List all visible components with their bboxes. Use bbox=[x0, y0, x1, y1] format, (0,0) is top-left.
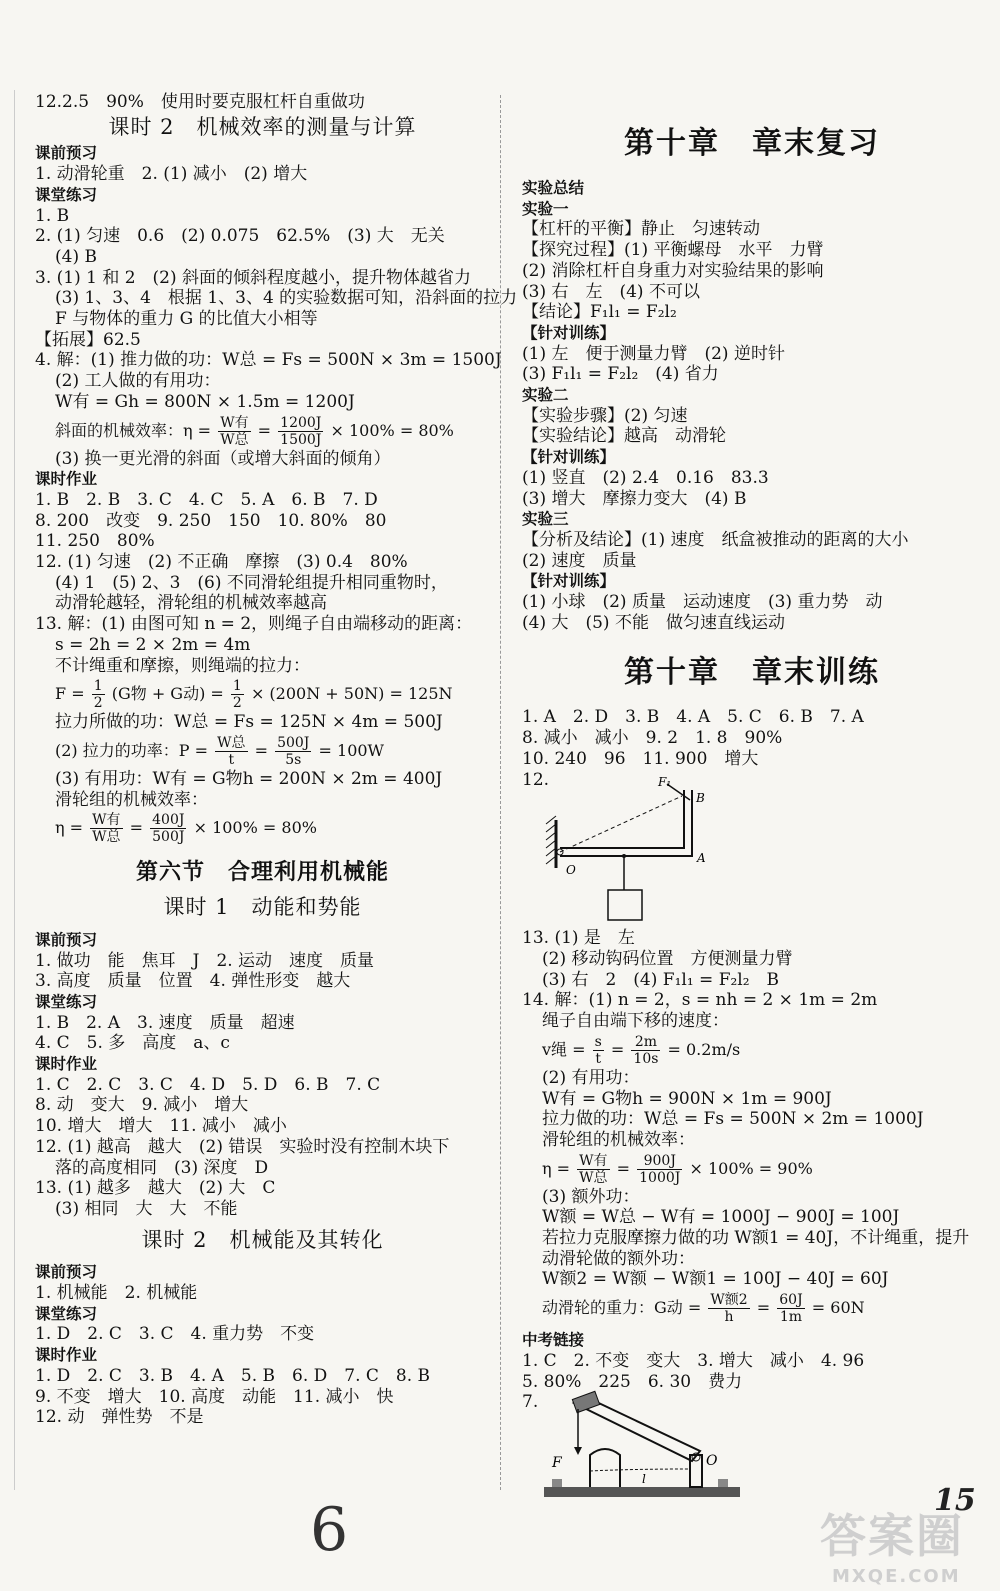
section-heading: 实验二 bbox=[522, 386, 569, 405]
answer-line: 1. A 2. D 3. B 4. A 5. C 6. B 7. A bbox=[522, 707, 864, 728]
equation-text: = 60N bbox=[811, 1298, 865, 1318]
answer-line: (3) 右 2 (4) F₁l₁ = F₂l₂ B bbox=[542, 969, 780, 990]
left-column bbox=[35, 92, 518, 1428]
base-foot-left bbox=[552, 1479, 562, 1487]
lever-arm-l bbox=[590, 1469, 690, 1471]
answer-line: W有 = G物h = 900N × 1m = 900J bbox=[542, 1088, 832, 1109]
answer-line: (1) 小球 (2) 质量 运动速度 (3) 重力势 动 bbox=[522, 592, 883, 613]
equation-line: η = $\frac{\text{W有}}{\text{W总}}$ = $\frac{400J}{500J}$ × 100% = 80% bbox=[55, 812, 317, 846]
answer-line: W额2 = W额 − W额1 = 100J − 40J = 60J bbox=[542, 1269, 889, 1290]
answer-line: 滑轮组的机械效率： bbox=[542, 1129, 695, 1150]
answer-line: 1. B 2. A 3. 速度 质量 超速 bbox=[35, 1012, 295, 1033]
label-f1: F₁ bbox=[658, 775, 672, 790]
answer-line: (2) 工人做的有用功： bbox=[55, 371, 221, 392]
equation-text: 动滑轮的重力：G动 = bbox=[542, 1298, 702, 1318]
equation-line: v绳 = $\frac{s}{t}$ = $\frac{2m}{10s}$ = 0.2m/s bbox=[542, 1033, 741, 1067]
answer-line: 8. 动 变大 9. 减小 增大 bbox=[35, 1095, 249, 1116]
weight-block bbox=[608, 890, 642, 920]
equation-line: (2) 拉力的功率：P = $\frac{\text{W总}}{t}$ = $\frac{500J}{5s}$ = 100W bbox=[55, 734, 384, 768]
answer-line: (2) 有用功： bbox=[542, 1067, 640, 1088]
answer-line: 【实验步骤】(2) 匀速 bbox=[522, 405, 688, 426]
equation-text: F = bbox=[55, 684, 85, 704]
equation-line bbox=[35, 676, 490, 712]
answer-line: 1. B bbox=[35, 205, 70, 226]
equation-text: × (200N + 50N) = 125N bbox=[250, 684, 453, 704]
section-heading: 中考链接 bbox=[522, 1331, 585, 1350]
answer-line: (4) B bbox=[55, 246, 97, 267]
watermark-text: 答案圈 bbox=[820, 1509, 964, 1563]
answer-line: 1. B 2. B 3. C 4. C 5. A 6. B 7. D bbox=[35, 489, 378, 510]
answer-line: 【分析及结论】(1) 速度 纸盒被推动的距离的大小 bbox=[522, 529, 909, 550]
lesson-title: 课时 2 机械能及其转化 bbox=[141, 1227, 384, 1252]
right-column bbox=[522, 118, 982, 1505]
answer-line: 滑轮组的机械效率： bbox=[55, 789, 208, 810]
chapter-title: 第十章 章末训练 bbox=[624, 655, 880, 691]
section-heading: 实验总结 bbox=[522, 179, 585, 197]
answer-line: 1. 机械能 2. 机械能 bbox=[35, 1283, 198, 1304]
answer-line: 3. (1) 1 和 2 (2) 斜面的倾斜程度越小，提升物体越省力 bbox=[35, 267, 472, 288]
answer-line: W额 = W总 − W有 = 1000J − 900J = 100J bbox=[542, 1207, 900, 1228]
answer-line: s = 2h = 2 × 2m = 4m bbox=[55, 634, 251, 655]
fraction: $\frac{500J}{5s}$ bbox=[277, 734, 310, 768]
answer-line: 【实验结论】越高 动滑轮 bbox=[522, 426, 726, 447]
fraction: $\frac{1200J}{1500J}$ bbox=[280, 414, 322, 448]
clamp-diagram bbox=[530, 1395, 790, 1505]
answer-line: 12. bbox=[522, 769, 550, 790]
page-number: 15 bbox=[934, 1483, 976, 1518]
label-b: B bbox=[696, 791, 705, 806]
handwritten-mark: 6 bbox=[310, 1495, 349, 1565]
answer-line: 12. 动 弹性势 不是 bbox=[35, 1407, 204, 1428]
equation-text: × 100% = 90% bbox=[689, 1158, 813, 1178]
fraction: $\frac{1}{2}$ bbox=[232, 678, 242, 712]
answer-line: 4. 解：(1) 推力做的功：W总 = Fs = 500N × 3m = 1500J bbox=[35, 350, 502, 371]
answer-line: 绳子自由端下移的速度： bbox=[542, 1011, 729, 1032]
lesson-title: 课时 1 动能和势能 bbox=[163, 895, 362, 920]
section-heading: 课堂练习 bbox=[35, 1304, 98, 1323]
label-f: F bbox=[552, 1454, 562, 1471]
fraction: $\frac{60J}{1m}$ bbox=[779, 1292, 803, 1326]
answer-line: 5. 80% 225 6. 30 费力 bbox=[522, 1371, 743, 1392]
label-o: O bbox=[706, 1452, 718, 1469]
answer-line: 1. 动滑轮重 2. (1) 减小 (2) 增大 bbox=[35, 164, 308, 185]
answer-line: 拉力做的功：W总 = Fs = 500N × 2m = 1000J bbox=[542, 1109, 924, 1130]
equation-text: η = bbox=[542, 1158, 571, 1178]
equation-text: 斜面的机械效率：η = bbox=[55, 420, 212, 440]
watermark-logo bbox=[820, 1500, 964, 1587]
section-heading: 实验一 bbox=[522, 199, 569, 218]
answer-line: (1) 左 便于测量力臂 (2) 逆时针 bbox=[522, 343, 785, 364]
fraction: $\frac{\text{W有}}{\text{W总}}$ bbox=[220, 414, 249, 448]
answer-line: 12. (1) 匀速 (2) 不正确 摩擦 (3) 0.4 80% bbox=[35, 552, 408, 573]
equation-line: 斜面的机械效率：η = $\frac{\text{W有}}{\text{W总}}$ = $\frac{1200J}{1500J}$ × 100% = 80% bbox=[55, 414, 454, 448]
answer-line: 落的高度相同 (3) 深度 D bbox=[55, 1157, 269, 1178]
answer-line: 12. (1) 越高 越大 (2) 错误 实验时没有控制木块下 bbox=[35, 1136, 450, 1157]
answer-line: 不计绳重和摩擦，则绳端的拉力： bbox=[55, 655, 310, 676]
lever-diagram bbox=[542, 775, 842, 928]
answer-line: 13. (1) 越多 越大 (2) 大 C bbox=[35, 1178, 276, 1199]
answer-line: 2. (1) 匀速 0.6 (2) 0.075 62.5% (3) 大 无关 bbox=[35, 226, 445, 247]
answer-line: 【拓展】62.5 bbox=[35, 329, 141, 350]
lesson-title: 课时 2 机械效率的测量与计算 bbox=[108, 114, 417, 139]
answer-line: 13. (1) 是 左 bbox=[522, 928, 635, 949]
equation-text: (G物 + G动) = bbox=[111, 684, 224, 704]
label-o: O bbox=[566, 863, 576, 878]
section-heading: 【针对训练】 bbox=[522, 323, 616, 342]
answer-line: 11. 250 80% bbox=[35, 531, 155, 552]
fraction: $\frac{400J}{500J}$ bbox=[152, 812, 185, 846]
answer-line: 4. C 5. 多 高度 a、c bbox=[35, 1033, 230, 1054]
answer-line: 8. 200 改变 9. 250 150 10. 80% 80 bbox=[35, 510, 387, 531]
chapter-title: 第十章 章末复习 bbox=[624, 126, 880, 161]
left-border-line bbox=[14, 90, 15, 1490]
answer-line: 14. 解：(1) n = 2，s = nh = 2 × 1m = 2m bbox=[522, 990, 878, 1011]
answer-line: (3) 有用功：W有 = G物h = 200N × 2m = 400J bbox=[55, 768, 443, 789]
answer-line: 1. D 2. C 3. C 4. 重力势 不变 bbox=[35, 1324, 315, 1345]
section-heading: 课时作业 bbox=[35, 1346, 98, 1365]
lever-bar-edge bbox=[560, 790, 692, 856]
answer-line: 13. 解：(1) 由图可知 n = 2，则绳子自由端移动的距离： bbox=[35, 614, 473, 635]
equation-text: × 100% = 80% bbox=[193, 818, 317, 838]
equation-text: = 100W bbox=[318, 740, 384, 760]
answer-line: 8. 减小 减小 9. 2 1. 8 90% bbox=[522, 728, 783, 749]
equation-text: η = bbox=[55, 818, 84, 838]
handle-grip bbox=[572, 1391, 599, 1412]
answer-line: 【杠杆的平衡】静止 匀速转动 bbox=[522, 219, 760, 240]
base-board bbox=[544, 1487, 740, 1497]
fraction: $\frac{\text{W总}}{t}$ bbox=[217, 734, 246, 768]
answer-line: (3) 额外功： bbox=[542, 1186, 640, 1207]
answer-line: 3. 高度 质量 位置 4. 弹性形变 越大 bbox=[35, 971, 351, 992]
answer-line: F 与物体的重力 G 的比值大小相等 bbox=[55, 309, 318, 330]
fraction: $\frac{\text{W有}}{\text{W总}}$ bbox=[92, 812, 121, 846]
section-heading: 课时作业 bbox=[35, 470, 98, 489]
fraction: $\frac{900J}{1000J}$ bbox=[639, 1152, 681, 1186]
answer-line: (3) 相同 大 大 不能 bbox=[55, 1198, 238, 1219]
answer-line: 【探究过程】(1) 平衡螺母 水平 力臂 bbox=[522, 240, 824, 261]
fraction: $\frac{\text{W额2}}{h}$ bbox=[710, 1292, 748, 1326]
label-a: A bbox=[697, 851, 706, 866]
equation-text: v绳 = bbox=[542, 1039, 586, 1059]
answer-line: W有 = Gh = 800N × 1.5m = 1200J bbox=[55, 391, 355, 412]
equation-line: 动滑轮的重力：G动 = $\frac{\text{W额2}}{h}$ = $\frac{60J}{1m}$ = 60N bbox=[542, 1292, 865, 1326]
answer-line: 1. D 2. C 3. B 4. A 5. B 6. D 7. C 8. B bbox=[35, 1365, 431, 1386]
answer-line: 10. 240 96 11. 900 增大 bbox=[522, 748, 759, 769]
answer-line: 9. 不变 增大 10. 高度 动能 11. 减小 快 bbox=[35, 1386, 394, 1407]
clamp-jaw bbox=[590, 1449, 620, 1487]
section-heading: 实验三 bbox=[522, 510, 569, 529]
answer-line: (3) 增大 摩擦力变大 (4) B bbox=[522, 488, 747, 509]
answer-line: (3) 右 左 (4) 不可以 bbox=[522, 281, 700, 302]
answer-line: 拉力所做的功：W总 = Fs = 125N × 4m = 500J bbox=[55, 712, 443, 733]
answer-line: 1. C 2. C 3. C 4. D 5. D 6. B 7. C bbox=[35, 1074, 381, 1095]
section-heading: 【针对训练】 bbox=[522, 572, 616, 591]
fraction: $\frac{\text{W有}}{\text{W总}}$ bbox=[579, 1152, 608, 1186]
section-heading: 【针对训练】 bbox=[522, 448, 616, 467]
answer-line: 1. C 2. 不变 变大 3. 增大 减小 4. 96 bbox=[522, 1350, 865, 1371]
answer-line: 动滑轮越轻，滑轮组的机械效率越高 bbox=[55, 593, 327, 614]
equation-line: η = $\frac{\text{W有}}{\text{W总}}$ = $\frac{900J}{1000J}$ × 100% = 90% bbox=[542, 1152, 813, 1186]
hang-point bbox=[622, 854, 626, 858]
arrow-head bbox=[574, 1447, 582, 1455]
answer-line: (2) 消除杠杆自身重力对实验结果的影响 bbox=[522, 260, 824, 281]
answer-line: (3) F₁l₁ = F₂l₂ (4) 省力 bbox=[522, 364, 719, 385]
answer-line: 10. 增大 增大 11. 减小 减小 bbox=[35, 1116, 287, 1137]
force-arm-line bbox=[560, 796, 682, 852]
answer-line: (3) 换一更光滑的斜面（或增大斜面的倾角） bbox=[55, 448, 391, 469]
section-heading: 课前预习 bbox=[35, 1263, 98, 1282]
answer-line: (1) 竖直 (2) 2.4 0.16 83.3 bbox=[522, 467, 769, 488]
fraction: $\frac{1}{2}$ bbox=[93, 678, 103, 712]
answer-line: 若拉力克服摩擦力做的功 W额1 = 40J，不计绳重，提升 bbox=[542, 1228, 970, 1249]
section-title: 第六节 合理利用机械能 bbox=[135, 859, 389, 886]
label-l: l bbox=[642, 1471, 646, 1486]
answer-line: 动滑轮做的额外功： bbox=[542, 1248, 695, 1269]
answer-line: (2) 速度 质量 bbox=[522, 550, 637, 571]
answer-line: (2) 移动钩码位置 方便测量力臂 bbox=[542, 948, 793, 969]
section-heading: 课时作业 bbox=[35, 1055, 98, 1074]
base-foot-right bbox=[718, 1479, 728, 1487]
answer-line: (4) 大 (5) 不能 做匀速直线运动 bbox=[522, 612, 785, 633]
equation-text: = 0.2m/s bbox=[667, 1039, 741, 1059]
section-heading: 课前预习 bbox=[35, 930, 98, 949]
answer-line: (4) 1 (5) 2、3 (6) 不同滑轮组提升相同重物时， bbox=[55, 572, 448, 593]
answer-line: 12.2.5 90% 使用时要克服杠杆自重做功 bbox=[35, 92, 365, 112]
equation-text: × 100% = 80% bbox=[330, 420, 454, 440]
fraction: $\frac{2m}{10s}$ bbox=[633, 1033, 659, 1067]
fraction: $\frac{s}{t}$ bbox=[594, 1033, 602, 1067]
answer-line: 【结论】F₁l₁ = F₂l₂ bbox=[522, 302, 677, 323]
answer-line: 7. bbox=[522, 1392, 539, 1413]
watermark-url: MXQE.COM bbox=[832, 1566, 961, 1587]
section-heading: 课堂练习 bbox=[35, 185, 98, 204]
section-heading: 课堂练习 bbox=[35, 992, 98, 1011]
lever-bar bbox=[560, 790, 684, 848]
answer-line: 1. 做功 能 焦耳 J 2. 运动 速度 质量 bbox=[35, 950, 375, 971]
answer-line: (3) 1、3、4 根据 1、3、4 的实验数据可知，沿斜面的拉力 bbox=[55, 288, 518, 309]
section-heading: 课前预习 bbox=[35, 144, 98, 163]
equation-text: (2) 拉力的功率：P = bbox=[55, 740, 209, 760]
